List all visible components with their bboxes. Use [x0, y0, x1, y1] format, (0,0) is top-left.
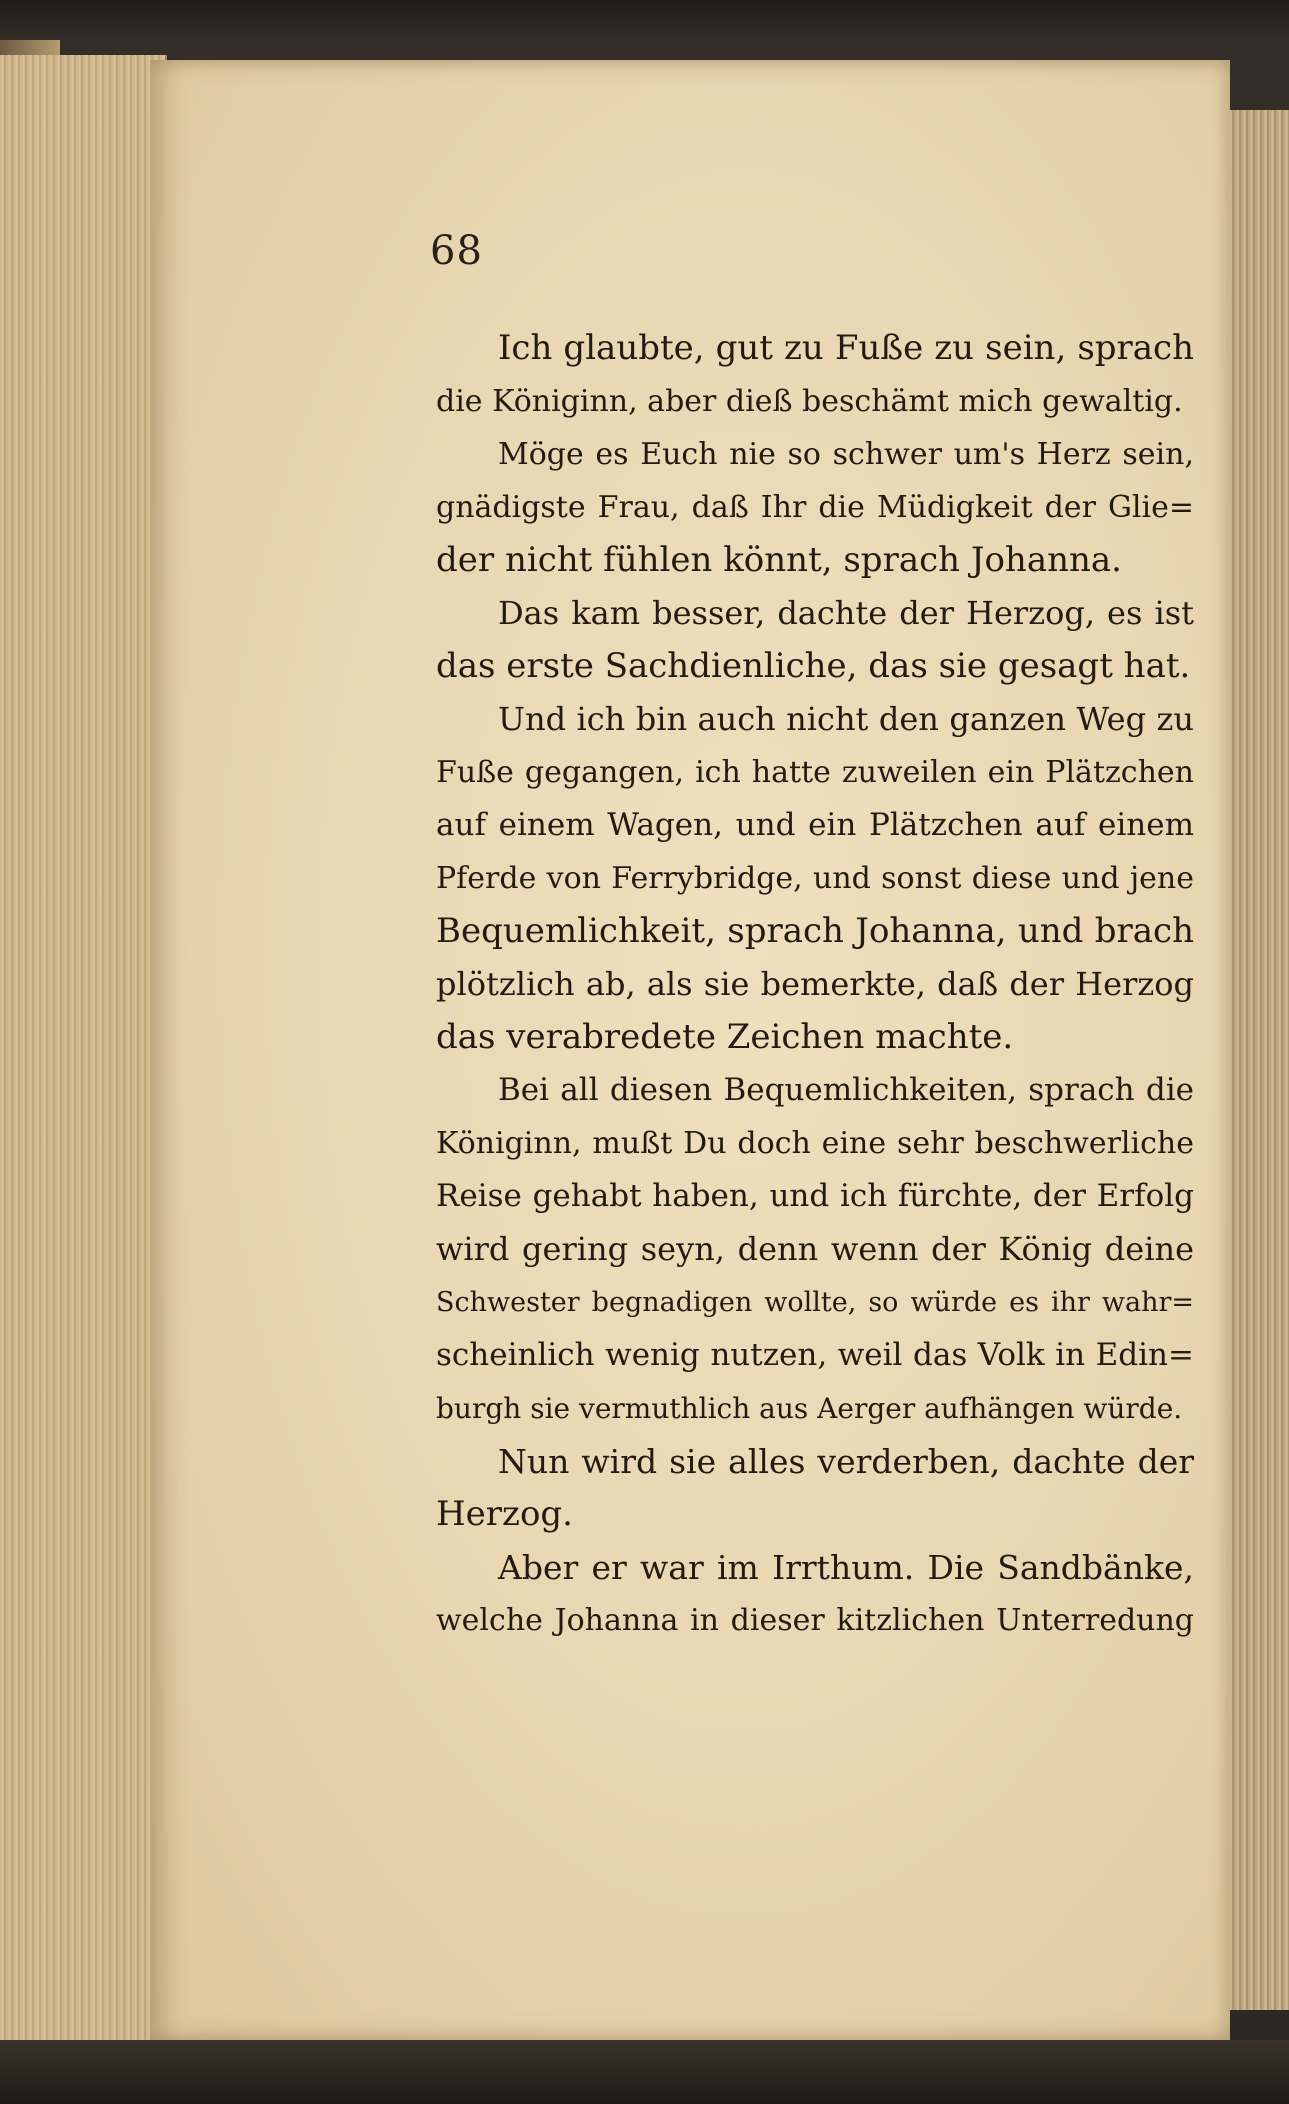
- text-line: Bei all diesen Bequemlichkeiten, sprach die: [498, 1072, 1194, 1108]
- text-line: das erste Sachdienliche, das sie gesagt hat.: [436, 646, 1191, 686]
- text-line: burgh sie vermuthlich aus Aerger aufhängen würde.: [436, 1392, 1183, 1425]
- text-line: der nicht fühlen könnt, sprach Johanna.: [436, 540, 1122, 580]
- text-line: gnädigste Frau, daß Ihr die Müdigkeit der Glie=: [436, 490, 1194, 525]
- text-line: plötzlich ab, als sie bemerkte, daß der Herzog: [436, 965, 1194, 1003]
- text-line: scheinlich wenig nutzen, weil das Volk in Edin=: [436, 1337, 1194, 1373]
- text-line: Bequemlichkeit, sprach Johanna, und brach: [436, 911, 1194, 951]
- text-line: Das kam besser, dachte der Herzog, es ist: [498, 594, 1194, 632]
- scan-bottom-border: [0, 2040, 1289, 2104]
- text-line: Möge es Euch nie so schwer um's Herz sein,: [498, 437, 1194, 472]
- text-line: Fuße gegangen, ich hatte zuweilen ein Plätzchen: [436, 755, 1194, 790]
- text-line: das verabredete Zeichen machte.: [436, 1017, 1014, 1057]
- text-line: die Königinn, aber dieß beschämt mich gewaltig.: [436, 384, 1183, 419]
- text-line: Aber er war im Irrthum. Die Sandbänke,: [498, 1548, 1194, 1587]
- text-line: Nun wird sie alles verderben, dachte der: [498, 1442, 1194, 1481]
- right-page-edges: [1228, 110, 1289, 2010]
- page-number: 68: [430, 228, 483, 274]
- text-line: Pferde von Ferrybridge, und sonst diese und jene: [436, 861, 1194, 896]
- text-line: Ich glaubte, gut zu Fuße zu sein, sprach: [498, 328, 1194, 368]
- text-line: Schwester begnadigen wollte, so würde es ihr wahr=: [436, 1287, 1194, 1318]
- text-line: welche Johanna in dieser kitzlichen Unterredung: [436, 1603, 1194, 1638]
- left-page-edges: [0, 55, 167, 2045]
- text-line: wird gering seyn, denn wenn der König deine: [436, 1230, 1194, 1268]
- page-text: [436, 322, 1194, 1647]
- text-line: auf einem Wagen, und ein Plätzchen auf einem: [436, 807, 1194, 843]
- text-line: Und ich bin auch nicht den ganzen Weg zu: [498, 700, 1194, 738]
- text-line: Herzog.: [436, 1494, 573, 1534]
- text-line: Königinn, mußt Du doch eine sehr beschwerliche: [436, 1126, 1194, 1161]
- text-line: Reise gehabt haben, und ich fürchte, der Erfolg: [436, 1178, 1194, 1214]
